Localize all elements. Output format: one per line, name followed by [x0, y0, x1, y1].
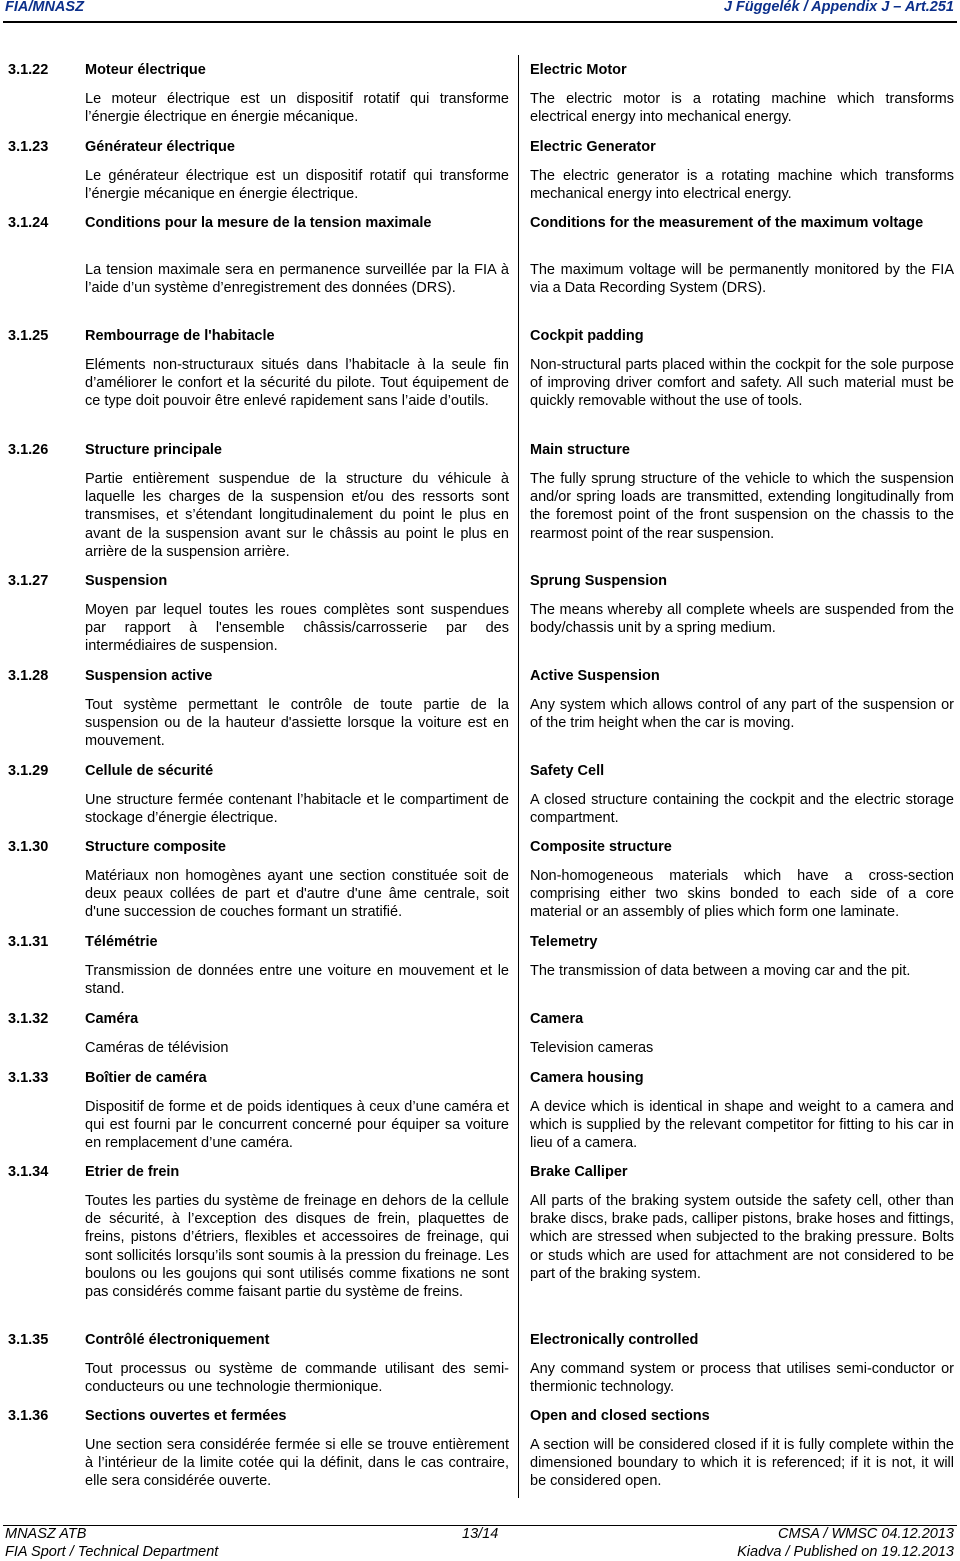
section-title-en: Active Suspension [530, 668, 660, 684]
section-number: 3.1.23 [8, 139, 49, 155]
section-text-fr: Matériaux non homogènes ayant une section constituée soit de deux peaux collées de part et d'autre d'une âme centrale, soit d'une succession de couches formant un stratifié. [85, 868, 509, 921]
section-number: 3.1.36 [8, 1408, 49, 1424]
section-text-en: A closed structure containing the cockpit and the electric storage compartment. [530, 792, 954, 827]
header-left: FIA/MNASZ [5, 0, 84, 15]
section-number: 3.1.24 [8, 215, 49, 231]
section-title-fr: Moteur électrique [85, 62, 206, 78]
section-title-fr: Structure principale [85, 442, 222, 458]
section-text-fr: Une structure fermée contenant l’habitacle et le compartiment de stockage d’énergie électrique. [85, 792, 509, 827]
header-rule [3, 21, 957, 23]
section-number: 3.1.33 [8, 1070, 49, 1086]
section-number: 3.1.29 [8, 763, 49, 779]
section-text-en: A device which is identical in shape and weight to a camera and which is supplied by the relevant competitor for fitting to his car in lieu of a camera. [530, 1099, 954, 1152]
page-header [0, 0, 960, 18]
section-title-en: Camera [530, 1011, 584, 1027]
footer-page-number: 13/14 [462, 1526, 499, 1542]
section-title-en: Composite structure [530, 839, 672, 855]
column-divider [518, 55, 519, 1498]
section-title-fr: Cellule de sécurité [85, 763, 214, 779]
section-number: 3.1.22 [8, 62, 49, 78]
section-title-fr: Boîtier de caméra [85, 1070, 207, 1086]
section-text-fr: Dispositif de forme et de poids identiques à ceux d’une caméra et qui est fourni par le concurrent concerné pour équiper sa voiture en remplacement d’une caméra. [85, 1099, 509, 1152]
header-right: J Függelék / Appendix J – Art.251 [723, 0, 954, 15]
section-number: 3.1.32 [8, 1011, 49, 1027]
section-text-en: Non-structural parts placed within the cockpit for the sole purpose of improving driver comfort and safety. All such material must be quickly removable without the use of tools. [530, 357, 954, 410]
section-number: 3.1.34 [8, 1164, 49, 1180]
section-title-fr: Contrôlé électroniquement [85, 1332, 270, 1348]
section-text-fr: La tension maximale sera en permanence surveillée par la FIA à l’aide d’un système d’enregistrement des données (DRS). [85, 262, 509, 297]
section-number: 3.1.25 [8, 328, 49, 344]
section-title-fr: Etrier de frein [85, 1164, 180, 1180]
section-text-en: Television cameras [530, 1040, 654, 1056]
section-title-en: Cockpit padding [530, 328, 644, 344]
section-title-en: Electric Generator [530, 139, 656, 155]
section-text-fr: Le générateur électrique est un dispositif rotatif qui transforme l’énergie mécanique en énergie électrique. [85, 168, 509, 203]
section-title-en: Open and closed sections [530, 1408, 710, 1424]
section-text-fr: Tout système permettant le contrôle de toute partie de la suspension ou de la hauteur d'assiette lorsque la voiture est en mouvement. [85, 697, 509, 750]
section-text-en: The electric generator is a rotating machine which transforms mechanical energy into electrical energy. [530, 168, 954, 203]
section-text-fr: Caméras de télévision [85, 1040, 229, 1056]
section-text-en: All parts of the braking system outside the safety cell, other than brake discs, brake pads, calliper pistons, brake hoses and fittings, which are stressed when subjected to the braking pressure. Bolts or studs which are used for attachment are not considered to be part of the braking system. [530, 1193, 954, 1282]
section-text-fr: Transmission de données entre une voiture en mouvement et le stand. [85, 963, 509, 998]
section-title-en: Electric Motor [530, 62, 627, 78]
section-title-fr: Suspension active [85, 668, 213, 684]
section-number: 3.1.35 [8, 1332, 49, 1348]
section-title-fr: Télémétrie [85, 934, 158, 950]
section-number: 3.1.27 [8, 573, 49, 589]
section-number: 3.1.26 [8, 442, 49, 458]
section-text-fr: Eléments non-structuraux situés dans l’habitacle à la seule fin d’améliorer le confort et la sécurité du pilote. Tout équipement de ce type doit pouvoir être enlevé rapidement sans l’aide d’outils. [85, 357, 509, 410]
section-title-en: Conditions for the measurement of the maximum voltage [530, 215, 924, 231]
section-title-en: Safety Cell [530, 763, 605, 779]
footer-left-line1: MNASZ ATB [5, 1526, 87, 1542]
section-title-fr: Sections ouvertes et fermées [85, 1408, 287, 1424]
section-text-en: Non-homogeneous materials which have a cross-section comprising either two skins bonded to each side of a core material or an assembly of plies which form one laminate. [530, 868, 954, 921]
section-text-fr: Une section sera considérée fermée si elle se trouve entièrement à l’intérieur de la limite cotée qui la définit, dans le cas contraire, elle sera considérée ouverte. [85, 1437, 509, 1490]
footer-right-line1: CMSA / WMSC 04.12.2013 [778, 1526, 954, 1542]
section-text-en: Any command system or process that utilises semi-conductor or thermionic technology. [530, 1361, 954, 1396]
section-text-fr: Toutes les parties du système de freinage en dehors de la cellule de sécurité, à l’exception des disques de frein, plaquettes de freins, pistons d’étriers, flexibles et accessoires de freinage, qui sont sollicités lorsqu’ils sont soumis à la pression du freinage. Les boulons ou les goujons qui sont utilisés comme fixations ne sont pas considérés comme faisant partie du système de freins. [85, 1193, 509, 1301]
section-text-en: The maximum voltage will be permanently monitored by the FIA via a Data Recording System (DRS). [530, 262, 954, 297]
section-text-en: Any system which allows control of any part of the suspension or of the trim height when the car is moving. [530, 697, 954, 732]
section-title-en: Camera housing [530, 1070, 644, 1086]
section-number: 3.1.31 [8, 934, 49, 950]
section-title-fr: Structure composite [85, 839, 226, 855]
section-title-en: Telemetry [530, 934, 598, 950]
section-text-en: The means whereby all complete wheels are suspended from the body/chassis unit by a spring medium. [530, 602, 954, 637]
section-number: 3.1.28 [8, 668, 49, 684]
section-text-en: The electric motor is a rotating machine which transforms electrical energy into mechanical energy. [530, 91, 954, 126]
section-text-fr: Partie entièrement suspendue de la structure du véhicule à laquelle les charges de la suspension et/ou des ressorts sont transmises, et s’étendant longitudinalement du point le plus en avant de la suspension avant sur le châssis au point le plus en arrière de la suspension arrière. [85, 471, 509, 560]
footer-right-line2: Kiadva / Published on 19.12.2013 [737, 1544, 954, 1560]
section-title-en: Main structure [530, 442, 630, 458]
section-text-en: The transmission of data between a moving car and the pit. [530, 963, 911, 979]
section-title-fr: Générateur électrique [85, 139, 235, 155]
section-title-fr: Conditions pour la mesure de la tension maximale [85, 215, 432, 231]
section-title-fr: Suspension [85, 573, 168, 589]
section-text-fr: Le moteur électrique est un dispositif rotatif qui transforme l’énergie électrique en énergie mécanique. [85, 91, 509, 126]
section-title-en: Brake Calliper [530, 1164, 628, 1180]
section-title-en: Electronically controlled [530, 1332, 699, 1348]
section-title-fr: Caméra [85, 1011, 139, 1027]
section-number: 3.1.30 [8, 839, 49, 855]
section-text-fr: Tout processus ou système de commande utilisant des semi-conducteurs ou une technologie thermionique. [85, 1361, 509, 1396]
footer-left-line2: FIA Sport / Technical Department [5, 1544, 219, 1560]
page-footer [0, 1525, 960, 1561]
section-text-en: The fully sprung structure of the vehicle to which the suspension and/or spring loads are transmitted, extending longitudinally from the foremost point of the front suspension on the chassis to the rearmost point of the rear suspension. [530, 471, 954, 542]
section-text-fr: Moyen par lequel toutes les roues complètes sont suspendues par rapport à l'ensemble châssis/carrosserie par des intermédiaires de suspension. [85, 602, 509, 655]
section-title-en: Sprung Suspension [530, 573, 667, 589]
section-text-en: A section will be considered closed if it is fully complete within the dimensioned boundary to which it is referenced; if it is not, it will be considered open. [530, 1437, 954, 1490]
section-title-fr: Rembourrage de l'habitacle [85, 328, 275, 344]
